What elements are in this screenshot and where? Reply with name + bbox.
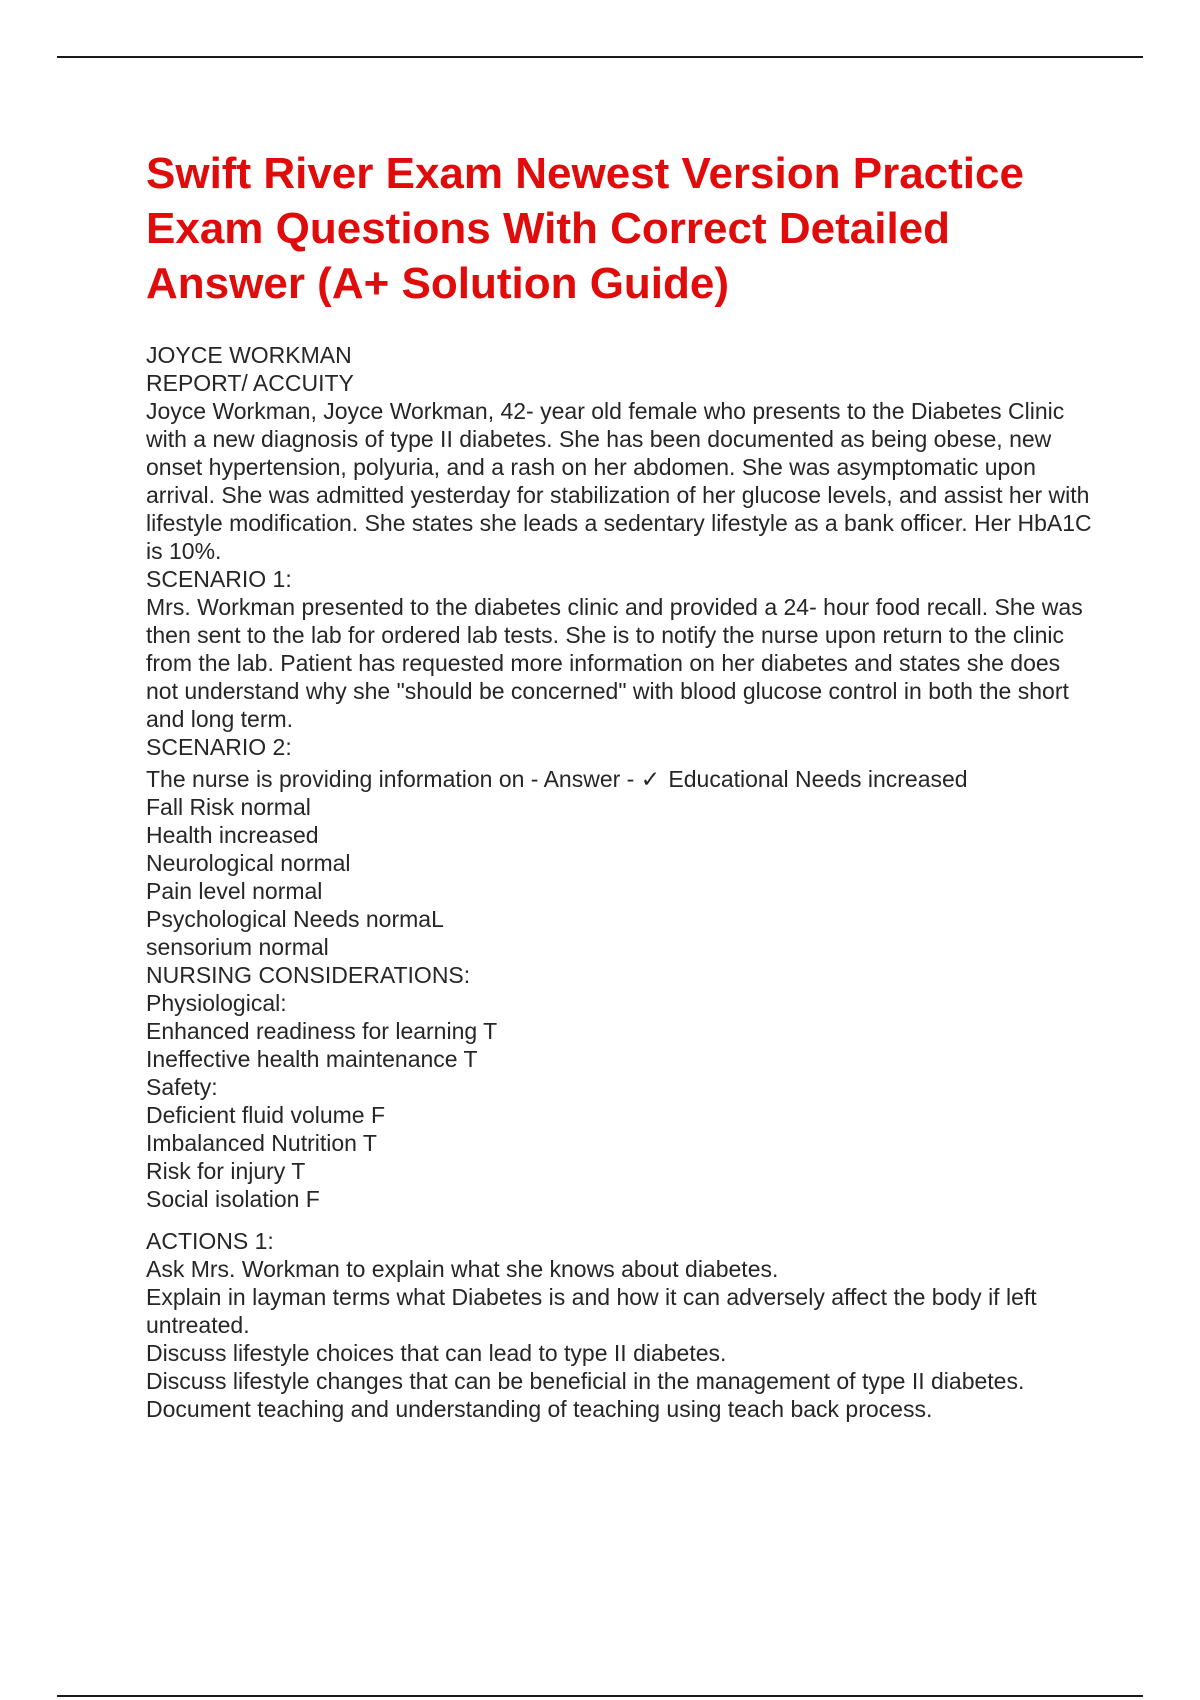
report-heading: REPORT/ ACCUITY (146, 370, 354, 396)
answer-text: Educational Needs increased (668, 766, 968, 792)
actions-heading: ACTIONS 1: (146, 1228, 274, 1254)
safety-item: Risk for injury T (146, 1158, 306, 1184)
document-title: Swift River Exam Newest Version Practice Exam Questions With Correct Detailed Answer (A+ Solution Guide) (146, 149, 1024, 308)
answer-prefix: The nurse is providing information on - Answer - (146, 766, 635, 792)
action-item: Discuss lifestyle changes that can be beneficial in the management of type II diabetes. (146, 1368, 1025, 1394)
action-item: Ask Mrs. Workman to explain what she knows about diabetes. (146, 1256, 779, 1282)
physiological-heading: Physiological: (146, 990, 287, 1016)
action-item: Discuss lifestyle choices that can lead to type II diabetes. (146, 1340, 727, 1366)
top-rule (57, 56, 1143, 58)
assessment-item: Fall Risk normal (146, 794, 311, 820)
assessment-item: Neurological normal (146, 850, 351, 876)
nursing-heading: NURSING CONSIDERATIONS: (146, 962, 471, 988)
checkmark-icon: ✓ (640, 766, 661, 792)
assessment-item: Health increased (146, 822, 319, 848)
report-text: Joyce Workman, Joyce Workman, 42- year old female who presents to the Diabetes Clinic with a new diagnosis of type II diabetes. She has been documented as being obese, new onset hypertension, polyuria, and a rash on her abdomen. She was asymptomatic upon arrival. She was admitted yesterday for stabilization of her glucose levels, and assist her with lifestyle modification. She states she leads a sedentary lifestyle as a bank officer. Her HbA1C is 10%. (146, 398, 1099, 564)
assessment-item: Psychological Needs normaL (146, 906, 444, 932)
safety-item: Deficient fluid volume F (146, 1102, 386, 1128)
answer-line (146, 765, 1096, 793)
physiological-item: Enhanced readiness for learning T (146, 1018, 498, 1044)
safety-item: Imbalanced Nutrition T (146, 1130, 377, 1156)
scenario2-heading: SCENARIO 2: (146, 734, 292, 760)
patient-name: JOYCE WORKMAN (146, 342, 352, 368)
scenario1-heading: SCENARIO 1: (146, 566, 292, 592)
scenario1-text: Mrs. Workman presented to the diabetes clinic and provided a 24- hour food recall. She was then sent to the lab for ordered lab tests. She is to notify the nurse upon return to the clinic from the lab. Patient has requested more information on her diabetes and states she does not understand why she "should be concerned" with blood glucose control in both the short and long term. (146, 594, 1090, 732)
safety-heading: Safety: (146, 1074, 218, 1100)
document-body (146, 341, 1099, 1423)
assessment-item: Pain level normal (146, 878, 323, 904)
section-gap (146, 1213, 1096, 1227)
action-item: Explain in layman terms what Diabetes is and how it can adversely affect the body if left untreated. (146, 1284, 1044, 1338)
bottom-rule (57, 1695, 1143, 1697)
action-item: Document teaching and understanding of teaching using teach back process. (146, 1396, 933, 1422)
safety-item: Social isolation F (146, 1186, 320, 1212)
assessment-item: sensorium normal (146, 934, 329, 960)
document-page (146, 146, 1099, 1423)
physiological-item: Ineffective health maintenance T (146, 1046, 478, 1072)
